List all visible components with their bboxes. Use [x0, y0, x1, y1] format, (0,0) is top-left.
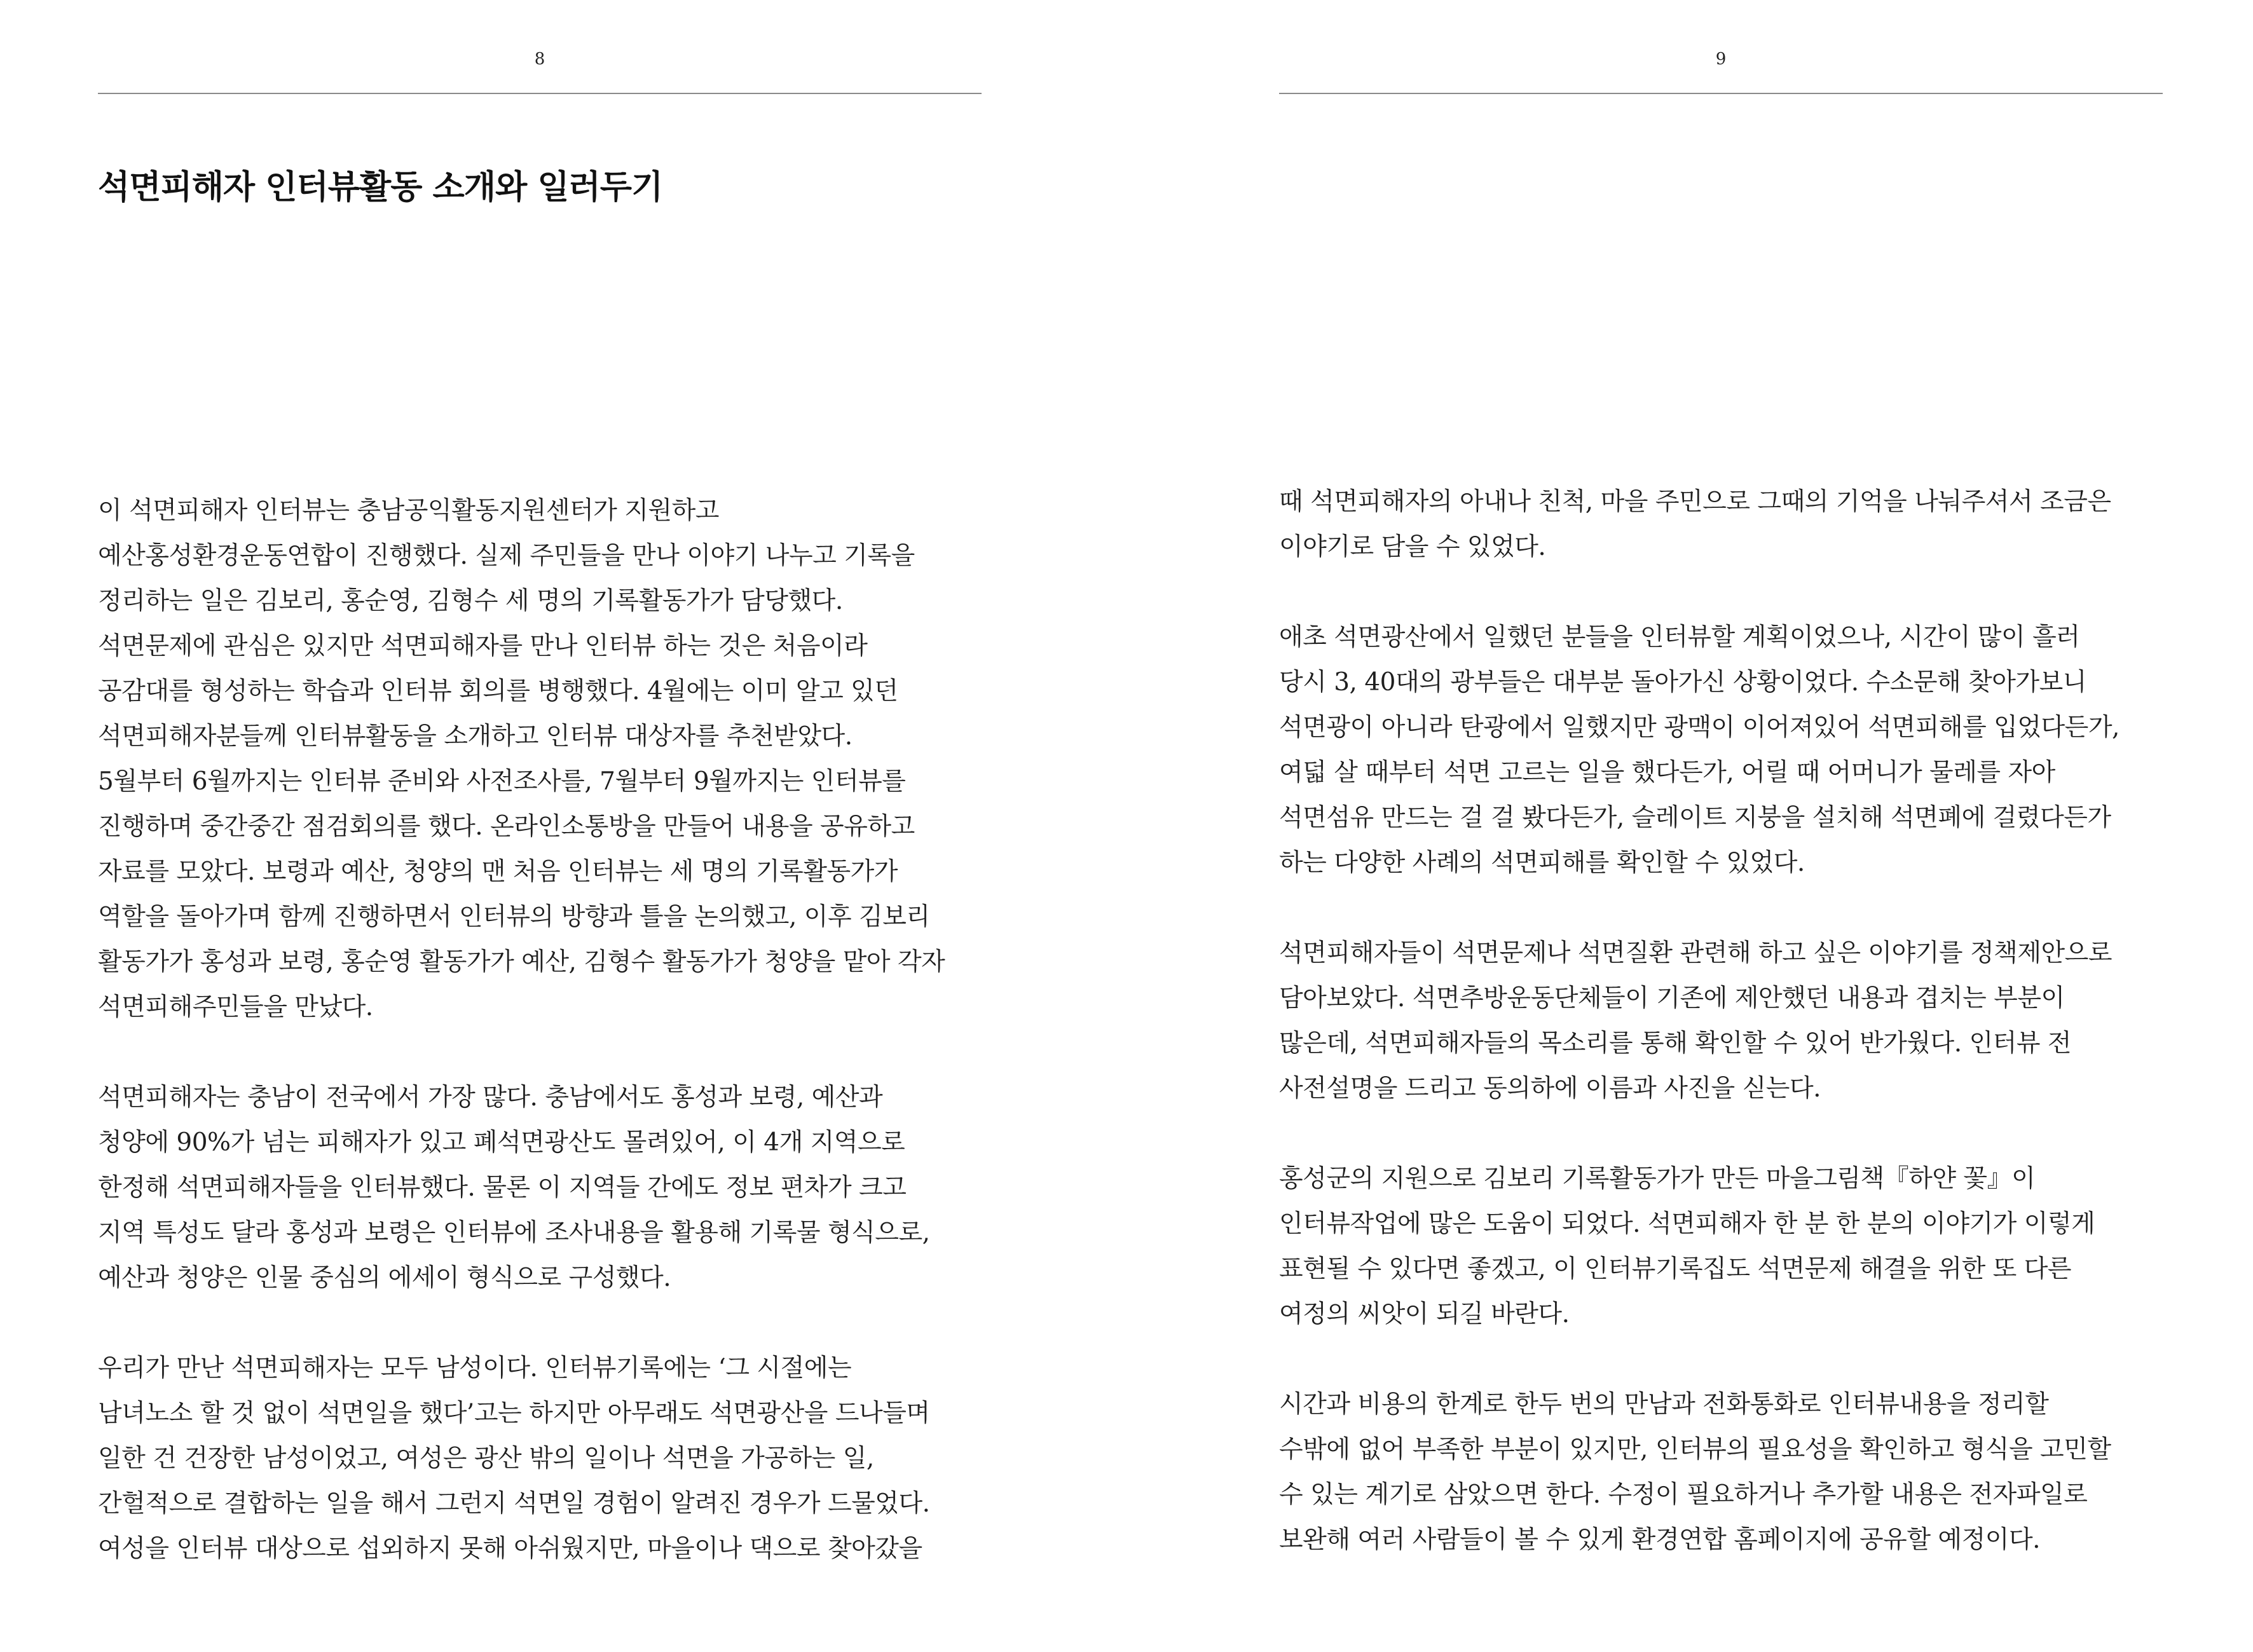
text-line: 때 석면피해자의 아내나 친척, 마을 주민으로 그때의 기억을 나눠주셔서 조금은 [1279, 488, 2111, 516]
text-line: 하는 다양한 사례의 석면피해를 확인할 수 있었다. [1279, 849, 1805, 877]
header-rule-left [98, 93, 982, 94]
text-line: 석면피해자분들께 인터뷰활동을 소개하고 인터뷰 대상자를 추천받았다. [98, 722, 853, 751]
body-text-left [98, 488, 1001, 1571]
text-line: 석면섬유 만드는 걸 걸 봤다든가, 슬레이트 지붕을 설치해 석면폐에 걸렸다든가 [1279, 803, 2111, 832]
text-line: 5월부터 6월까지는 인터뷰 준비와 사전조사를, 7월부터 9월까지는 인터뷰를 [98, 767, 906, 796]
text-line: 활동가가 홍성과 보령, 홍순영 활동가가 예산, 김형수 활동가가 청양을 맡아 각자 [98, 948, 945, 976]
text-line: 수 있는 계기로 삼았으면 한다. 수정이 필요하거나 추가할 내용은 전자파일로 [1279, 1480, 2088, 1509]
chapter-title: 석면피해자 인터뷰활동 소개와 일러두기 [98, 168, 663, 207]
text-line: 담아보았다. 석면추방운동단체들이 기존에 제안했던 내용과 겹치는 부분이 [1279, 984, 2065, 1013]
text-line: 남녀노소 할 것 없이 석면일을 했다’고는 하지만 아무래도 석면광산을 드나들며 [98, 1399, 930, 1428]
text-line: 보완해 여러 사람들이 볼 수 있게 환경연합 홈페이지에 공유할 예정이다. [1279, 1526, 2041, 1554]
text-line: 진행하며 중간중간 점검회의를 했다. 온라인소통방을 만들어 내용을 공유하고 [98, 812, 915, 841]
text-line: 간헐적으로 결합하는 일을 해서 그런지 석면일 경험이 알려진 경우가 드물었다. [98, 1489, 930, 1518]
text-line: 예산홍성환경운동연합이 진행했다. 실제 주민들을 만나 이야기 나누고 기록을 [98, 542, 915, 570]
text-line: 수밖에 없어 부족한 부분이 있지만, 인터뷰의 필요성을 확인하고 형식을 고민할 [1279, 1435, 2111, 1464]
text-line: 석면피해주민들을 만났다. [98, 993, 373, 1021]
text-line: 자료를 모았다. 보령과 예산, 청양의 맨 처음 인터뷰는 세 명의 기록활동가가 [98, 857, 898, 886]
body-text-right [1279, 479, 2182, 1562]
text-line: 이야기로 담을 수 있었다. [1279, 533, 1546, 561]
text-line: 표현될 수 있다면 좋겠고, 이 인터뷰기록집도 석면문제 해결을 위한 또 다른 [1279, 1255, 2072, 1283]
text-line: 여정의 씨앗이 되길 바란다. [1279, 1300, 1570, 1328]
text-line: 여덟 살 때부터 석면 고르는 일을 했다든가, 어릴 때 어머니가 물레를 자아 [1279, 758, 2055, 787]
text-line: 인터뷰작업에 많은 도움이 되었다. 석면피해자 한 분 한 분의 이야기가 이렇게 [1279, 1210, 2095, 1238]
header-rule-right [1279, 93, 2163, 94]
text-line: 정리하는 일은 김보리, 홍순영, 김형수 세 명의 기록활동가가 담당했다. [98, 587, 843, 615]
text-line: 역할을 돌아가며 함께 진행하면서 인터뷰의 방향과 틀을 논의했고, 이후 김보리 [98, 903, 930, 931]
text-line: 예산과 청양은 인물 중심의 에세이 형식으로 구성했다. [98, 1264, 671, 1292]
text-line: 홍성군의 지원으로 김보리 기록활동가가 만든 마을그림책『하얀 꽃』이 [1279, 1164, 2036, 1193]
text-line: 석면광이 아니라 탄광에서 일했지만 광맥이 이어져있어 석면피해를 입었다든가, [1279, 713, 2119, 742]
paragraph [98, 1346, 1001, 1571]
paragraph [1279, 615, 2182, 885]
text-line: 우리가 만난 석면피해자는 모두 남성이다. 인터뷰기록에는 ‘그 시절에는 [98, 1354, 852, 1382]
paragraph [1279, 931, 2182, 1111]
text-line: 지역 특성도 달라 홍성과 보령은 인터뷰에 조사내용을 활용해 기록물 형식으로, [98, 1219, 930, 1247]
text-line: 애초 석면광산에서 일했던 분들을 인터뷰할 계획이었으나, 시간이 많이 흘러 [1279, 623, 2080, 652]
paragraph [1279, 1156, 2182, 1337]
paragraph [98, 488, 1001, 1030]
text-line: 청양에 90%가 넘는 피해자가 있고 폐석면광산도 몰려있어, 이 4개 지역으로 [98, 1128, 905, 1157]
text-line: 석면피해자는 충남이 전국에서 가장 많다. 충남에서도 홍성과 보령, 예산과 [98, 1083, 883, 1112]
text-line: 일한 건 건장한 남성이었고, 여성은 광산 밖의 일이나 석면을 가공하는 일, [98, 1444, 874, 1473]
text-line: 석면피해자들이 석면문제나 석면질환 관련해 하고 싶은 이야기를 정책제안으로 [1279, 939, 2113, 967]
paragraph [98, 1075, 1001, 1300]
text-line: 이 석면피해자 인터뷰는 충남공익활동지원센터가 지원하고 [98, 496, 719, 525]
text-line: 사전설명을 드리고 동의하에 이름과 사진을 싣는다. [1279, 1074, 1821, 1103]
paragraph [1279, 1382, 2182, 1562]
text-line: 시간과 비용의 한계로 한두 번의 만남과 전화통화로 인터뷰내용을 정리할 [1279, 1390, 2049, 1419]
text-line: 여성을 인터뷰 대상으로 섭외하지 못해 아쉬웠지만, 마을이나 댁으로 찾아갔을 [98, 1534, 922, 1563]
right-page [1279, 0, 2163, 1652]
page-number-right: 9 [1715, 50, 1727, 69]
page-number-left: 8 [534, 50, 545, 69]
text-line: 한정해 석면피해자들을 인터뷰했다. 물론 이 지역들 간에도 정보 편차가 크고 [98, 1173, 907, 1202]
text-line: 석면문제에 관심은 있지만 석면피해자를 만나 인터뷰 하는 것은 처음이라 [98, 632, 868, 660]
text-line: 많은데, 석면피해자들의 목소리를 통해 확인할 수 있어 반가웠다. 인터뷰 전 [1279, 1029, 2072, 1058]
left-page [98, 0, 982, 1652]
text-line: 당시 3, 40대의 광부들은 대부분 돌아가신 상황이었다. 수소문해 찾아가보니 [1279, 668, 2086, 697]
text-line: 공감대를 형성하는 학습과 인터뷰 회의를 병행했다. 4월에는 이미 알고 있던 [98, 677, 898, 706]
paragraph [1279, 479, 2182, 570]
